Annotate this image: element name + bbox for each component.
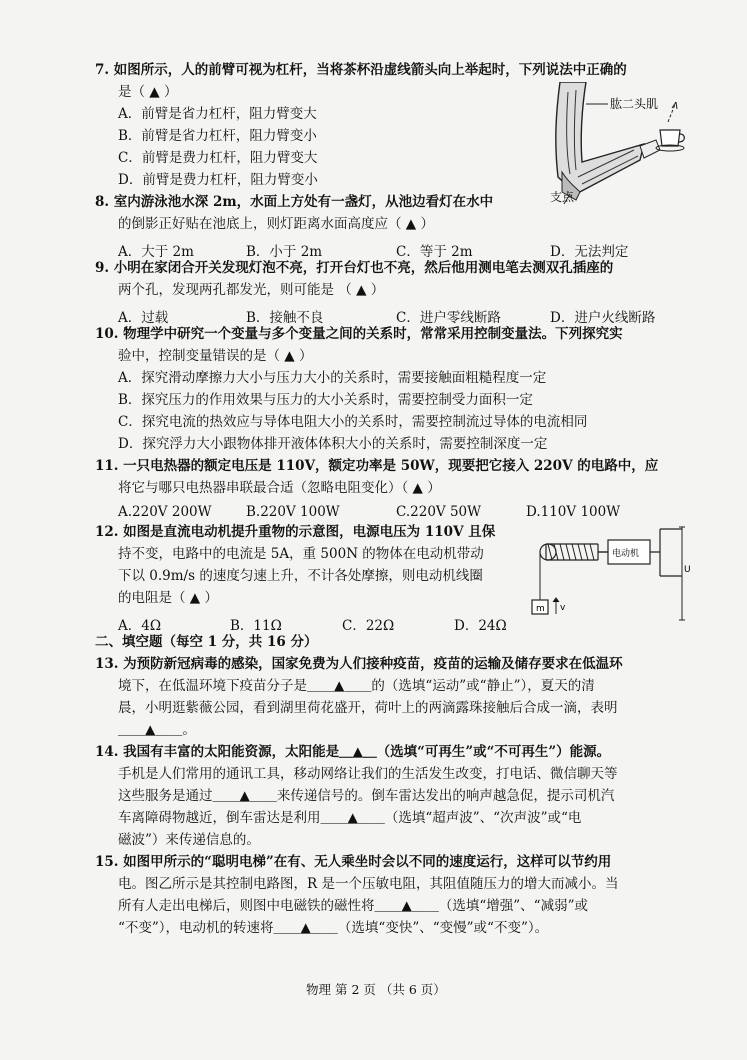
- q15-stem-line2: 电。图乙所示是其控制电路图，R 是一个压敏电阻，其阻值随压力的增大而减小。当: [118, 876, 619, 892]
- q9-options: [118, 306, 655, 326]
- q8-option-d: D．无法判定: [550, 244, 629, 260]
- q10-stem-line2: 验中，控制变量错误的是（ ▲ ）: [118, 348, 313, 364]
- q13-stem-line3: 晨，小明逛紫薇公园，看到湖里荷花盛开，荷叶上的两滴露珠接触后合成一滴，表明: [118, 700, 618, 716]
- section-fill-in-heading: 二、填空题（每空 1 分，共 16 分）: [95, 634, 318, 650]
- q11-options: [118, 504, 620, 520]
- q14-stem-line3: 这些服务是通过＿＿▲＿＿来传递信号的。倒车雷达发出的响声越急促，提示司机汽: [118, 788, 615, 804]
- q14-stem-line5: 磁波”）来传递信息的。: [118, 832, 260, 848]
- q15-stem-line1: 15. 如图甲所示的“聪明电梯”在有、无人乘坐时会以不同的速度运行，这样可以节约用: [95, 854, 612, 870]
- q10-option-a: A．探究滑动摩擦力大小与压力大小的关系时，需要接触面粗糙程度一定: [118, 370, 547, 386]
- q9-option-c: C．进户零线断路: [396, 310, 501, 326]
- q8-stem-line1: 8. 室内游泳池水深 2m，水面上方处有一盏灯，从池边看灯在水中: [95, 194, 494, 210]
- q13-stem-line4: ＿＿▲＿＿。: [118, 722, 196, 738]
- voltage-label: U: [684, 565, 691, 575]
- page-footer: 物理 第 2 页 （共 6 页）: [306, 982, 446, 997]
- q12-option-c: C．22Ω: [342, 618, 395, 634]
- q9-option-a: A．过载: [118, 310, 169, 326]
- q12-option-b: B．11Ω: [230, 618, 282, 634]
- q13-stem-line2: 境下，在低温环境下疫苗分子是＿＿▲＿＿的（选填“运动”或“静止”），夏天的清: [118, 678, 595, 694]
- q10-option-b: B．探究压力的作用效果与压力的大小关系时，需要控制受力面积一定: [118, 392, 533, 408]
- muscle-label: 肱二头肌: [610, 97, 659, 111]
- q12-stem-line3: 下以 0.9m/s 的速度匀速上升，不计各处摩擦，则电动机线圈: [118, 568, 483, 584]
- q7-option-a: A．前臂是省力杠杆，阻力臂变大: [118, 106, 317, 122]
- q12-stem-line2: 持不变，电路中的电流是 5A，重 500N 的物体在电动机带动: [118, 546, 484, 562]
- q8-option-c: C．等于 2m: [396, 244, 473, 260]
- q9-option-b: B．接触不良: [246, 310, 324, 326]
- q15-stem-line3: 所有人走出电梯后，则图中电磁铁的磁性将＿＿▲＿＿（选填“增强”、“减弱”或: [118, 898, 588, 914]
- q12-option-a: A．4Ω: [118, 618, 162, 634]
- q12-stem-line1: 12. 如图是直流电动机提升重物的示意图，电源电压为 110V 且保: [95, 524, 496, 540]
- q11-option-d: D.110V 100W: [526, 504, 621, 520]
- q14-stem-line1: 14. 我国有丰富的太阳能资源，太阳能是＿▲＿（选填“可再生”或“不可再生”）能源。: [95, 744, 611, 760]
- q11-option-b: B.220V 100W: [246, 504, 340, 520]
- q10-stem-line1: 10. 物理学中研究一个变量与多个变量之间的关系时，常常采用控制变量法。下列探究实: [95, 326, 623, 342]
- q9-stem-line2: 两个孔，发现两孔都发光，则可能是 （ ▲ ）: [118, 282, 385, 298]
- velocity-label: v: [560, 603, 566, 613]
- q7-option-b: B．前臂是省力杠杆，阻力臂变小: [118, 128, 317, 144]
- q8-stem-line2: 的倒影正好贴在池底上，则灯距离水面高度应（ ▲ ）: [118, 216, 434, 232]
- q12-option-d: D．24Ω: [454, 618, 507, 634]
- q7-stem-line2: 是（ ▲ ）: [118, 84, 178, 100]
- q9-option-d: D．进户火线断路: [550, 310, 656, 326]
- q8-options: [118, 240, 628, 260]
- motor-lift-figure: [518, 524, 698, 624]
- pivot-label: 支点: [550, 190, 575, 204]
- q7-option-d: D．前臂是费力杠杆，阻力臂变小: [118, 172, 318, 188]
- motor-label: 电动机: [612, 549, 640, 559]
- q8-option-a: A．大于 2m: [118, 244, 194, 260]
- q12-options: [118, 614, 507, 634]
- q7-option-c: C．前臂是费力杠杆，阻力臂变大: [118, 150, 318, 166]
- q15-stem-line4: “不变”），电动机的转速将＿＿▲＿＿（选填“变快”、“变慢”或“不变”）。: [118, 920, 549, 936]
- q14-stem-line2: 手机是人们常用的通讯工具，移动网络让我们的生活发生改变，打电话、微信聊天等: [118, 766, 618, 782]
- q7-stem-line1: 7. 如图所示，人的前臂可视为杠杆，当将茶杯沿虚线箭头向上举起时，下列说法中正确的: [95, 62, 627, 78]
- q10-option-c: C．探究电流的热效应与导体电阻大小的关系时，需要控制流过导体的电流相同: [118, 414, 588, 430]
- q12-stem-line4: 的电阻是（ ▲ ）: [118, 590, 218, 606]
- q10-option-d: D．探究浮力大小跟物体排开液体体积大小的关系时，需要控制深度一定: [118, 436, 548, 452]
- q9-stem-line1: 9. 小明在家闭合开关发现灯泡不亮，打开台灯也不亮，然后他用测电笔去测双孔插座的: [95, 260, 614, 276]
- q13-stem-line1: 13. 为预防新冠病毒的感染，国家免费为人们接种疫苗，疫苗的运输及储存要求在低温环: [95, 656, 623, 672]
- q11-option-c: C.220V 50W: [396, 504, 482, 520]
- q11-stem-line2: 将它与哪只电热器串联最合适（忽略电阻变化）（ ▲ ）: [118, 480, 441, 496]
- q14-stem-line4: 车离障碍物越近，倒车雷达是利用＿＿▲＿＿（选填“超声波”、“次声波”或“电: [118, 810, 582, 826]
- q8-option-b: B．小于 2m: [246, 244, 323, 260]
- q11-stem-line1: 11. 一只电热器的额定电压是 110V，额定功率是 50W，现要把它接入 220V 的电路中，应: [95, 458, 659, 474]
- q11-option-a: A.220V 200W: [118, 504, 212, 520]
- mass-label: m: [536, 604, 545, 614]
